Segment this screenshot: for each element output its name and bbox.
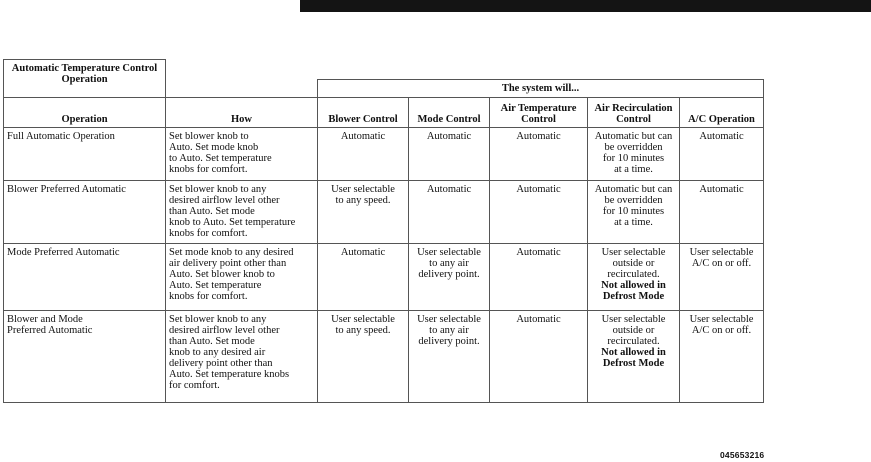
mode-line: User selectable (417, 314, 481, 325)
operation-name-line2: Preferred Automatic (7, 325, 93, 336)
table-row (4, 244, 764, 311)
cell-air-temp-control (490, 181, 588, 244)
cell-how (166, 181, 318, 244)
recirc-line: at a time. (614, 217, 653, 228)
how-line: Set blower knob to any (169, 314, 267, 325)
recirc-line: outside or (612, 325, 655, 336)
recirc-line: for 10 minutes (602, 206, 665, 217)
atc-operation-table (3, 59, 764, 403)
col-header-mode-control: Mode Control (409, 98, 490, 128)
how-line: Auto. Set temperature knobs (169, 369, 290, 380)
ac-line: A/C on or off. (691, 325, 752, 336)
col-header-ac-operation: A/C Operation (680, 98, 764, 128)
recirc-line: recirculated. (607, 269, 660, 280)
cell-operation (4, 181, 166, 244)
ac-line: User selectable (689, 314, 754, 325)
how-line: air delivery point other than (169, 258, 287, 269)
mode-line: Automatic (426, 184, 472, 195)
ac-line: Automatic (699, 131, 744, 142)
cell-blower-control (318, 244, 409, 311)
recirc-line: be overridden (604, 142, 663, 153)
figure-id: 045653216 (720, 450, 765, 460)
air-temp-line: Automatic (516, 314, 561, 325)
cell-operation (4, 311, 166, 403)
recirc-line: for 10 minutes (602, 153, 665, 164)
how-line: knobs for comfort. (169, 291, 248, 302)
header-group-title: Automatic Temperature Control Operation (4, 60, 166, 98)
recirc-line: recirculated. (607, 336, 660, 347)
mode-line: delivery point. (418, 269, 480, 280)
how-line: Auto. Set temperature (169, 280, 262, 291)
how-line: knobs for comfort. (169, 164, 248, 175)
col-header-air-recirc-control: Air Recirculation Control (588, 98, 680, 128)
blower-line: to any speed. (335, 325, 391, 336)
recirc-line: outside or (612, 258, 655, 269)
recirc-line: User selectable (601, 314, 666, 325)
col-header-blower-control: Blower Control (318, 98, 409, 128)
how-line: desired airflow level other (169, 325, 280, 336)
how-line: knob to Auto. Set temperature (169, 217, 296, 228)
mode-line: delivery point. (418, 336, 480, 347)
cell-ac-operation (680, 244, 764, 311)
recirc-note-line: Defrost Mode (602, 291, 665, 302)
top-black-bar (300, 0, 871, 12)
mode-line: to any air (429, 258, 469, 269)
cell-how (166, 244, 318, 311)
air-temp-line: Automatic (516, 247, 561, 258)
cell-operation (4, 244, 166, 311)
blower-line: User selectable (331, 314, 395, 325)
how-line: to Auto. Set temperature (169, 153, 272, 164)
cell-air-recirc-control (588, 181, 680, 244)
recirc-line: be overridden (604, 195, 663, 206)
how-line: Set blower knob to (169, 131, 249, 142)
ac-line: A/C on or off. (691, 258, 752, 269)
cell-blower-control (318, 181, 409, 244)
table-row (4, 181, 764, 244)
how-line: delivery point other than (169, 358, 273, 369)
ac-line: User selectable (689, 247, 754, 258)
how-line: knobs for comfort. (169, 228, 248, 239)
mode-line: User selectable (417, 247, 481, 258)
ac-line: Automatic (699, 184, 744, 195)
blower-line: User selectable (331, 184, 395, 195)
cell-ac-operation (680, 128, 764, 181)
operation-name: Full Automatic Operation (7, 131, 115, 142)
how-line: for comfort. (169, 380, 220, 391)
recirc-line: User selectable (601, 247, 666, 258)
recirc-note-line: Defrost Mode (602, 358, 665, 369)
cell-ac-operation (680, 311, 764, 403)
operation-name: Mode Preferred Automatic (7, 247, 120, 258)
recirc-line: Automatic but can (594, 131, 673, 142)
cell-air-temp-control (490, 128, 588, 181)
cell-mode-control (409, 181, 490, 244)
operation-name: Blower Preferred Automatic (7, 184, 126, 195)
recirc-line: at a time. (614, 164, 653, 175)
cell-mode-control (409, 128, 490, 181)
cell-operation (4, 128, 166, 181)
how-line: Set blower knob to any (169, 184, 267, 195)
cell-mode-control (409, 244, 490, 311)
cell-air-recirc-control (588, 128, 680, 181)
how-line: than Auto. Set mode (169, 206, 255, 217)
cell-how (166, 311, 318, 403)
table-row (4, 311, 764, 403)
mode-line: Automatic (426, 131, 472, 142)
recirc-note-line: Not allowed in (601, 347, 666, 358)
cell-air-recirc-control (588, 311, 680, 403)
how-line: knob to any desired air (169, 347, 266, 358)
air-temp-line: Automatic (516, 184, 561, 195)
cell-air-recirc-control (588, 244, 680, 311)
cell-ac-operation (680, 181, 764, 244)
col-header-how: How (166, 98, 318, 128)
operation-name: Blower and Mode (7, 314, 83, 325)
cell-air-temp-control (490, 244, 588, 311)
how-line: than Auto. Set mode (169, 336, 255, 347)
cell-air-temp-control (490, 311, 588, 403)
how-line: Auto. Set blower knob to (169, 269, 275, 280)
blower-line: Automatic (340, 247, 386, 258)
blower-line: to any speed. (335, 195, 391, 206)
cell-how (166, 128, 318, 181)
how-line: Set mode knob to any desired (169, 247, 294, 258)
how-line: desired airflow level other (169, 195, 280, 206)
cell-mode-control (409, 311, 490, 403)
blower-line: Automatic (340, 131, 386, 142)
mode-line: to any air (429, 325, 469, 336)
col-header-operation: Operation (4, 98, 166, 128)
recirc-line: Automatic but can (594, 184, 673, 195)
cell-blower-control (318, 311, 409, 403)
header-system-will: The system will... (318, 80, 764, 98)
col-header-air-temp-control: Air Temperature Control (490, 98, 588, 128)
recirc-note-line: Not allowed in (601, 280, 666, 291)
air-temp-line: Automatic (516, 131, 561, 142)
how-line: Auto. Set mode knob (169, 142, 259, 153)
table-row (4, 128, 764, 181)
cell-blower-control (318, 128, 409, 181)
